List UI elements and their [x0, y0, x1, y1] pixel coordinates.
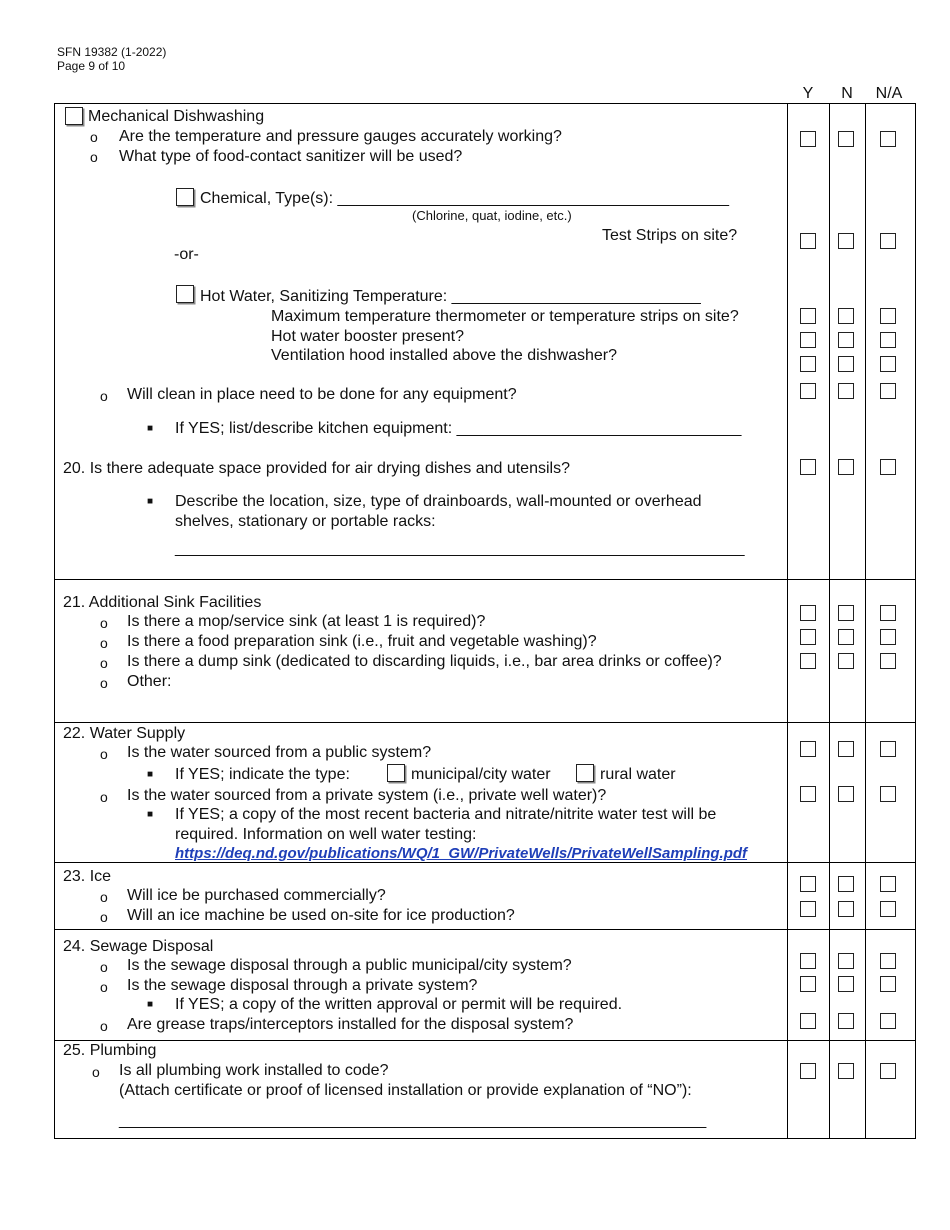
answer-no-checkbox[interactable] [838, 459, 854, 475]
or-separator: -or- [174, 246, 199, 263]
bullet-icon: o [92, 1064, 100, 1080]
rural-water-label: rural water [600, 766, 676, 783]
answer-na-checkbox[interactable] [880, 629, 896, 645]
answer-no-checkbox[interactable] [838, 786, 854, 802]
question-text: Is the sewage disposal through a public municipal/city system? [127, 957, 572, 974]
section-title: 21. Additional Sink Facilities [63, 594, 262, 611]
answer-no-checkbox[interactable] [838, 356, 854, 372]
answer-yes-checkbox[interactable] [800, 876, 816, 892]
answer-no-checkbox[interactable] [838, 741, 854, 757]
answer-yes-checkbox[interactable] [800, 308, 816, 324]
answer-na-checkbox[interactable] [880, 383, 896, 399]
section-title: 22. Water Supply [63, 725, 186, 742]
answer-yes-checkbox[interactable] [800, 1013, 816, 1029]
question-text: If YES; a copy of the written approval or permit will be required. [175, 996, 623, 1013]
bullet-icon: o [90, 129, 98, 145]
bullet-icon: o [100, 635, 108, 651]
answer-yes-checkbox[interactable] [800, 901, 816, 917]
mechanical-dishwashing-checkbox[interactable] [65, 107, 83, 125]
answer-na-checkbox[interactable] [880, 131, 896, 147]
section-title: 23. Ice [63, 868, 112, 885]
answer-no-checkbox[interactable] [838, 131, 854, 147]
bullet-icon: o [100, 1018, 108, 1034]
question-text: Will an ice machine be used on-site for ice production? [127, 907, 515, 924]
answer-yes-checkbox[interactable] [800, 233, 816, 249]
answer-na-checkbox[interactable] [880, 653, 896, 669]
answer-no-checkbox[interactable] [838, 629, 854, 645]
question-text: Hot water booster present? [271, 328, 464, 345]
answer-na-checkbox[interactable] [880, 233, 896, 249]
answer-yes-checkbox[interactable] [800, 786, 816, 802]
hot-water-temp-field[interactable]: Hot Water, Sanitizing Temperature: ____________________________ [200, 288, 701, 305]
answer-no-checkbox[interactable] [838, 383, 854, 399]
column-header-no: N [841, 85, 853, 102]
answer-yes-checkbox[interactable] [800, 383, 816, 399]
bullet-icon: o [100, 615, 108, 631]
form-id: SFN 19382 (1-2022) [57, 45, 167, 59]
question-text: Is there a mop/service sink (at least 1 is required)? [127, 613, 486, 630]
answer-na-checkbox[interactable] [880, 786, 896, 802]
square-bullet-icon: ■ [147, 769, 154, 780]
question-text: required. Information on well water testing: [175, 826, 477, 843]
answer-no-checkbox[interactable] [838, 332, 854, 348]
question-text: If YES; a copy of the most recent bacteria and nitrate/nitrite water test will be [175, 806, 717, 823]
answer-na-checkbox[interactable] [880, 332, 896, 348]
answer-no-checkbox[interactable] [838, 308, 854, 324]
rural-water-checkbox[interactable] [576, 764, 594, 782]
bullet-icon: o [100, 909, 108, 925]
answer-na-checkbox[interactable] [880, 953, 896, 969]
answer-yes-checkbox[interactable] [800, 1063, 816, 1079]
bullet-icon: o [100, 889, 108, 905]
column-header-yes: Y [802, 85, 814, 102]
answer-no-checkbox[interactable] [838, 233, 854, 249]
question-text: Other: [127, 673, 172, 690]
answer-yes-checkbox[interactable] [800, 653, 816, 669]
answer-no-checkbox[interactable] [838, 876, 854, 892]
chemical-hint: (Chlorine, quat, iodine, etc.) [412, 208, 572, 223]
question-text: (Attach certificate or proof of licensed installation or provide explanation of “NO”): [119, 1082, 692, 1099]
square-bullet-icon: ■ [147, 809, 154, 820]
question-text: Is all plumbing work installed to code? [119, 1062, 389, 1079]
answer-na-checkbox[interactable] [880, 308, 896, 324]
answer-yes-checkbox[interactable] [800, 629, 816, 645]
answer-na-checkbox[interactable] [880, 1013, 896, 1029]
answer-yes-checkbox[interactable] [800, 605, 816, 621]
answer-na-checkbox[interactable] [880, 356, 896, 372]
question-text: Will clean in place need to be done for any equipment? [127, 386, 517, 403]
square-bullet-icon: ■ [147, 496, 154, 507]
answer-no-checkbox[interactable] [838, 653, 854, 669]
answer-na-checkbox[interactable] [880, 901, 896, 917]
answer-yes-checkbox[interactable] [800, 131, 816, 147]
answer-yes-checkbox[interactable] [800, 356, 816, 372]
question-text: Is there a dump sink (dedicated to discarding liquids, i.e., bar area drinks or coffee)? [127, 653, 722, 670]
answer-no-checkbox[interactable] [838, 953, 854, 969]
answer-yes-checkbox[interactable] [800, 741, 816, 757]
bullet-icon: o [100, 675, 108, 691]
bullet-icon: o [90, 149, 98, 165]
answer-na-checkbox[interactable] [880, 459, 896, 475]
answer-yes-checkbox[interactable] [800, 976, 816, 992]
section-title: 25. Plumbing [63, 1042, 157, 1059]
answer-na-checkbox[interactable] [880, 605, 896, 621]
bullet-icon: o [100, 959, 108, 975]
question-text: Maximum temperature thermometer or temperature strips on site? [271, 308, 739, 325]
bullet-icon: o [100, 979, 108, 995]
question-text: Is the water sourced from a private system (i.e., private well water)? [127, 787, 607, 804]
equipment-list-field[interactable]: If YES; list/describe kitchen equipment: ________________________________ [175, 420, 742, 437]
answer-na-checkbox[interactable] [880, 1063, 896, 1079]
bullet-icon: o [100, 746, 108, 762]
answer-na-checkbox[interactable] [880, 976, 896, 992]
drying-space-field[interactable]: ________________________________________________________________ [175, 540, 745, 557]
question-text: Is the sewage disposal through a private system? [127, 977, 478, 994]
question-text: Is the water sourced from a public system? [127, 744, 432, 761]
question-text: If YES; indicate the type: [175, 766, 350, 783]
answer-na-checkbox[interactable] [880, 741, 896, 757]
answer-yes-checkbox[interactable] [800, 332, 816, 348]
answer-na-checkbox[interactable] [880, 876, 896, 892]
question-text: Ventilation hood installed above the dishwasher? [271, 347, 618, 364]
chemical-checkbox[interactable] [176, 188, 194, 206]
question-text: Is there a food preparation sink (i.e., fruit and vegetable washing)? [127, 633, 597, 650]
hot-water-checkbox[interactable] [176, 285, 194, 303]
chemical-type-field[interactable]: Chemical, Type(s): ____________________________________________ [200, 190, 730, 207]
answer-no-checkbox[interactable] [838, 1063, 854, 1079]
column-header-na: N/A [875, 85, 903, 102]
municipal-water-checkbox[interactable] [387, 764, 405, 782]
question-text: Describe the location, size, type of drainboards, wall-mounted or overhead [175, 493, 702, 510]
section-title: 20. Is there adequate space provided for air drying dishes and utensils? [63, 460, 570, 477]
bullet-icon: o [100, 388, 108, 404]
answer-no-checkbox[interactable] [838, 1013, 854, 1029]
section-title: Mechanical Dishwashing [88, 108, 265, 125]
answer-no-checkbox[interactable] [838, 976, 854, 992]
answer-no-checkbox[interactable] [838, 605, 854, 621]
answer-no-checkbox[interactable] [838, 901, 854, 917]
question-text: Are grease traps/interceptors installed for the disposal system? [127, 1016, 574, 1033]
square-bullet-icon: ■ [147, 423, 154, 434]
municipal-water-label: municipal/city water [411, 766, 551, 783]
question-text: Will ice be purchased commercially? [127, 887, 386, 904]
page-number: Page 9 of 10 [57, 59, 126, 73]
bullet-icon: o [100, 789, 108, 805]
question-text: Are the temperature and pressure gauges accurately working? [119, 128, 562, 145]
plumbing-explanation-field[interactable]: __________________________________________________________________ [119, 1112, 707, 1129]
question-text: What type of food-contact sanitizer will be used? [119, 148, 463, 165]
bullet-icon: o [100, 655, 108, 671]
question-text: shelves, stationary or portable racks: [175, 513, 436, 530]
answer-yes-checkbox[interactable] [800, 459, 816, 475]
question-text: Test Strips on site? [602, 227, 738, 244]
square-bullet-icon: ■ [147, 999, 154, 1010]
well-testing-link[interactable]: https://deq.nd.gov/publications/WQ/1_GW/PrivateWells/PrivateWellSampling.pdf [175, 845, 748, 862]
section-title: 24. Sewage Disposal [63, 938, 214, 955]
answer-yes-checkbox[interactable] [800, 953, 816, 969]
